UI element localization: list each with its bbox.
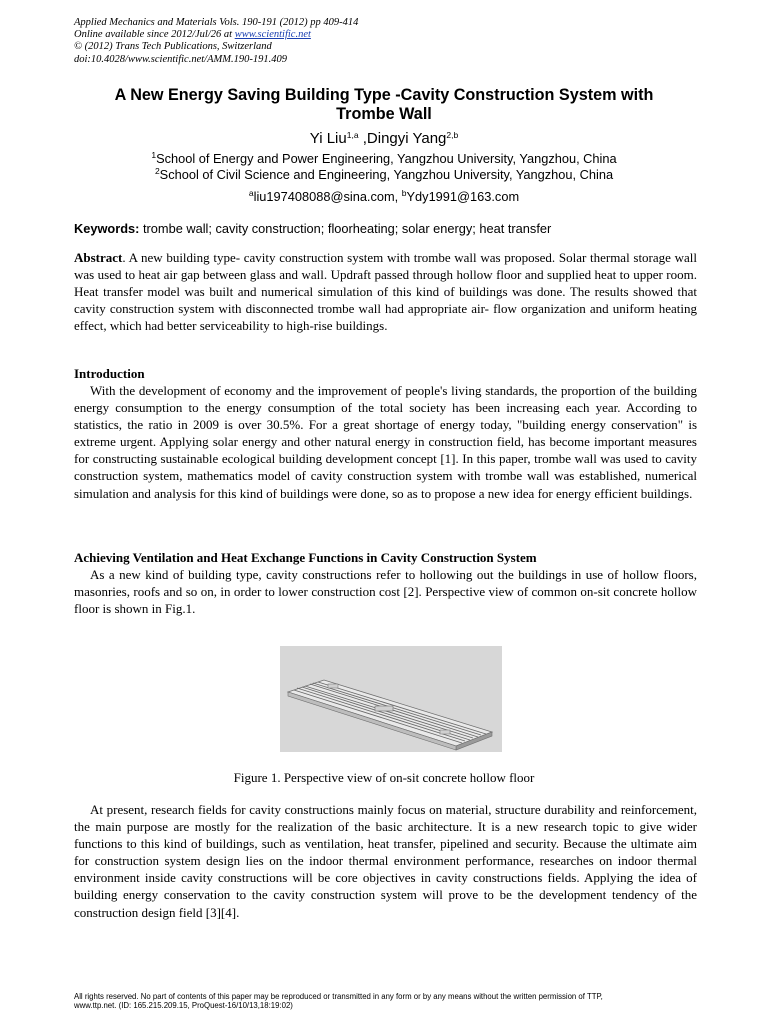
- affiliations: [0, 151, 768, 183]
- online-availability: Online available since 2012/Jul/26 at www.scientific.net: [74, 29, 311, 41]
- ventilation-paragraph: As a new kind of building type, cavity constructions refer to hollowing out the buildings in use of hollow floors, masonries, roofs and so on, in order to lower construction cost [2]. Perspective view of common on-sit concrete hollow floor is shown in Fig.1.: [74, 567, 697, 617]
- affiliation-1: $^1$School of Energy and Power Engineering, Yangzhou University, Yangzhou, China: [151, 150, 617, 166]
- keywords-label: Keywords:: [74, 221, 140, 236]
- body-paragraph: At present, research fields for cavity constructions mainly focus on material, structure durability and reinforcement, the main purpose are mostly for the realization of the basic architecture. It is a new research topic to give wider functions to this kind of buildings, such as ventilation, heat transfer, pipelined and security. Because the ultimate aim for construction system design lies on the indoor thermal environment performance, researches on indoor thermal environment inside cavity constructions will be core objectives in cavity constructions fields. Applying the idea of building energy conservation to the cavity construction system will prove to be the development tendency of the construction design field [3][4].: [74, 802, 697, 920]
- keywords: Keywords: trombe wall; cavity construction; floorheating; solar energy; heat transfer: [74, 221, 552, 236]
- paper-title: A New Energy Saving Building Type -Cavity Construction System with Trombe Wall: [114, 86, 654, 123]
- figure-caption: Figure 1. Perspective view of on-sit concrete hollow floor: [233, 770, 535, 785]
- journal-citation: Applied Mechanics and Materials Vols. 190-191 (2012) pp 409-414: [74, 17, 359, 28]
- doi-line: doi:10.4028/www.scientific.net/AMM.190-191.409: [74, 53, 287, 65]
- abstract: Abstract. A new building type- cavity construction system with trombe wall was proposed. Solar thermal storage wall was used to heat air gap between glass and wall. Updraft passed through hollow floor and supplied heat to upper room. Heat transfer model was built and numerical simulation of this kind of buildings was done. The results showed that cavity construction system with disconnected trombe wall had appropriate air- flow organization and uniform heating effect, which had better serviceability to high-rise buildings.: [74, 250, 697, 334]
- author-emails: $^a$liu197408088@sina.com, $^b$Ydy1991@163.com: [248, 188, 520, 204]
- author-name: Dingyi Yang: [366, 130, 447, 147]
- section-heading-introduction: Introduction: [74, 366, 145, 381]
- copyright-line: © (2012) Trans Tech Publications, Switzerland: [74, 41, 272, 53]
- abstract-label: Abstract: [74, 250, 123, 265]
- scientific-net-link[interactable]: www.scientific.net: [234, 29, 311, 41]
- author-name: Yi Liu: [309, 130, 347, 147]
- affiliation-2: $^2$School of Civil Science and Engineering, Yangzhou University, Yangzhou, China: [154, 166, 614, 182]
- journal-header: [74, 17, 494, 66]
- section-heading-ventilation: Achieving Ventilation and Heat Exchange Functions in Cavity Construction System: [74, 550, 537, 565]
- hollow-floor-figure: [280, 646, 502, 752]
- author-list: Yi Liu$^{1,a}$ ,Dingyi Yang$^{2,b}$: [309, 130, 459, 147]
- copyright-footer: All rights reserved. No part of contents of this paper may be reproduced or transmitted in any form or by any means without the written permission of TTP, www.ttp.net. (ID: 165.215.209.15, ProQuest-16/10/13,18:19:02): [74, 992, 603, 1010]
- introduction-paragraph: With the development of economy and the improvement of people's living standards, the proportion of the building energy consumption to the energy consumption of the total society has been increasing each year. According to statistics, the ratio in 2009 is over 30.5%. For a great shortage of energy today, "building energy conservation" is extreme urgent. Applying solar energy and other natural energy in construction field, has become important measures for constructing sustainable ecological building development concept [1]. In this paper, trombe wall was used to cavity construction system, mathematics model of cavity construction system with trombe wall was established, numerical simulation and analysis for this kind of buildings were done, so as to propose a new idea for energy efficient buildings.: [74, 383, 697, 501]
